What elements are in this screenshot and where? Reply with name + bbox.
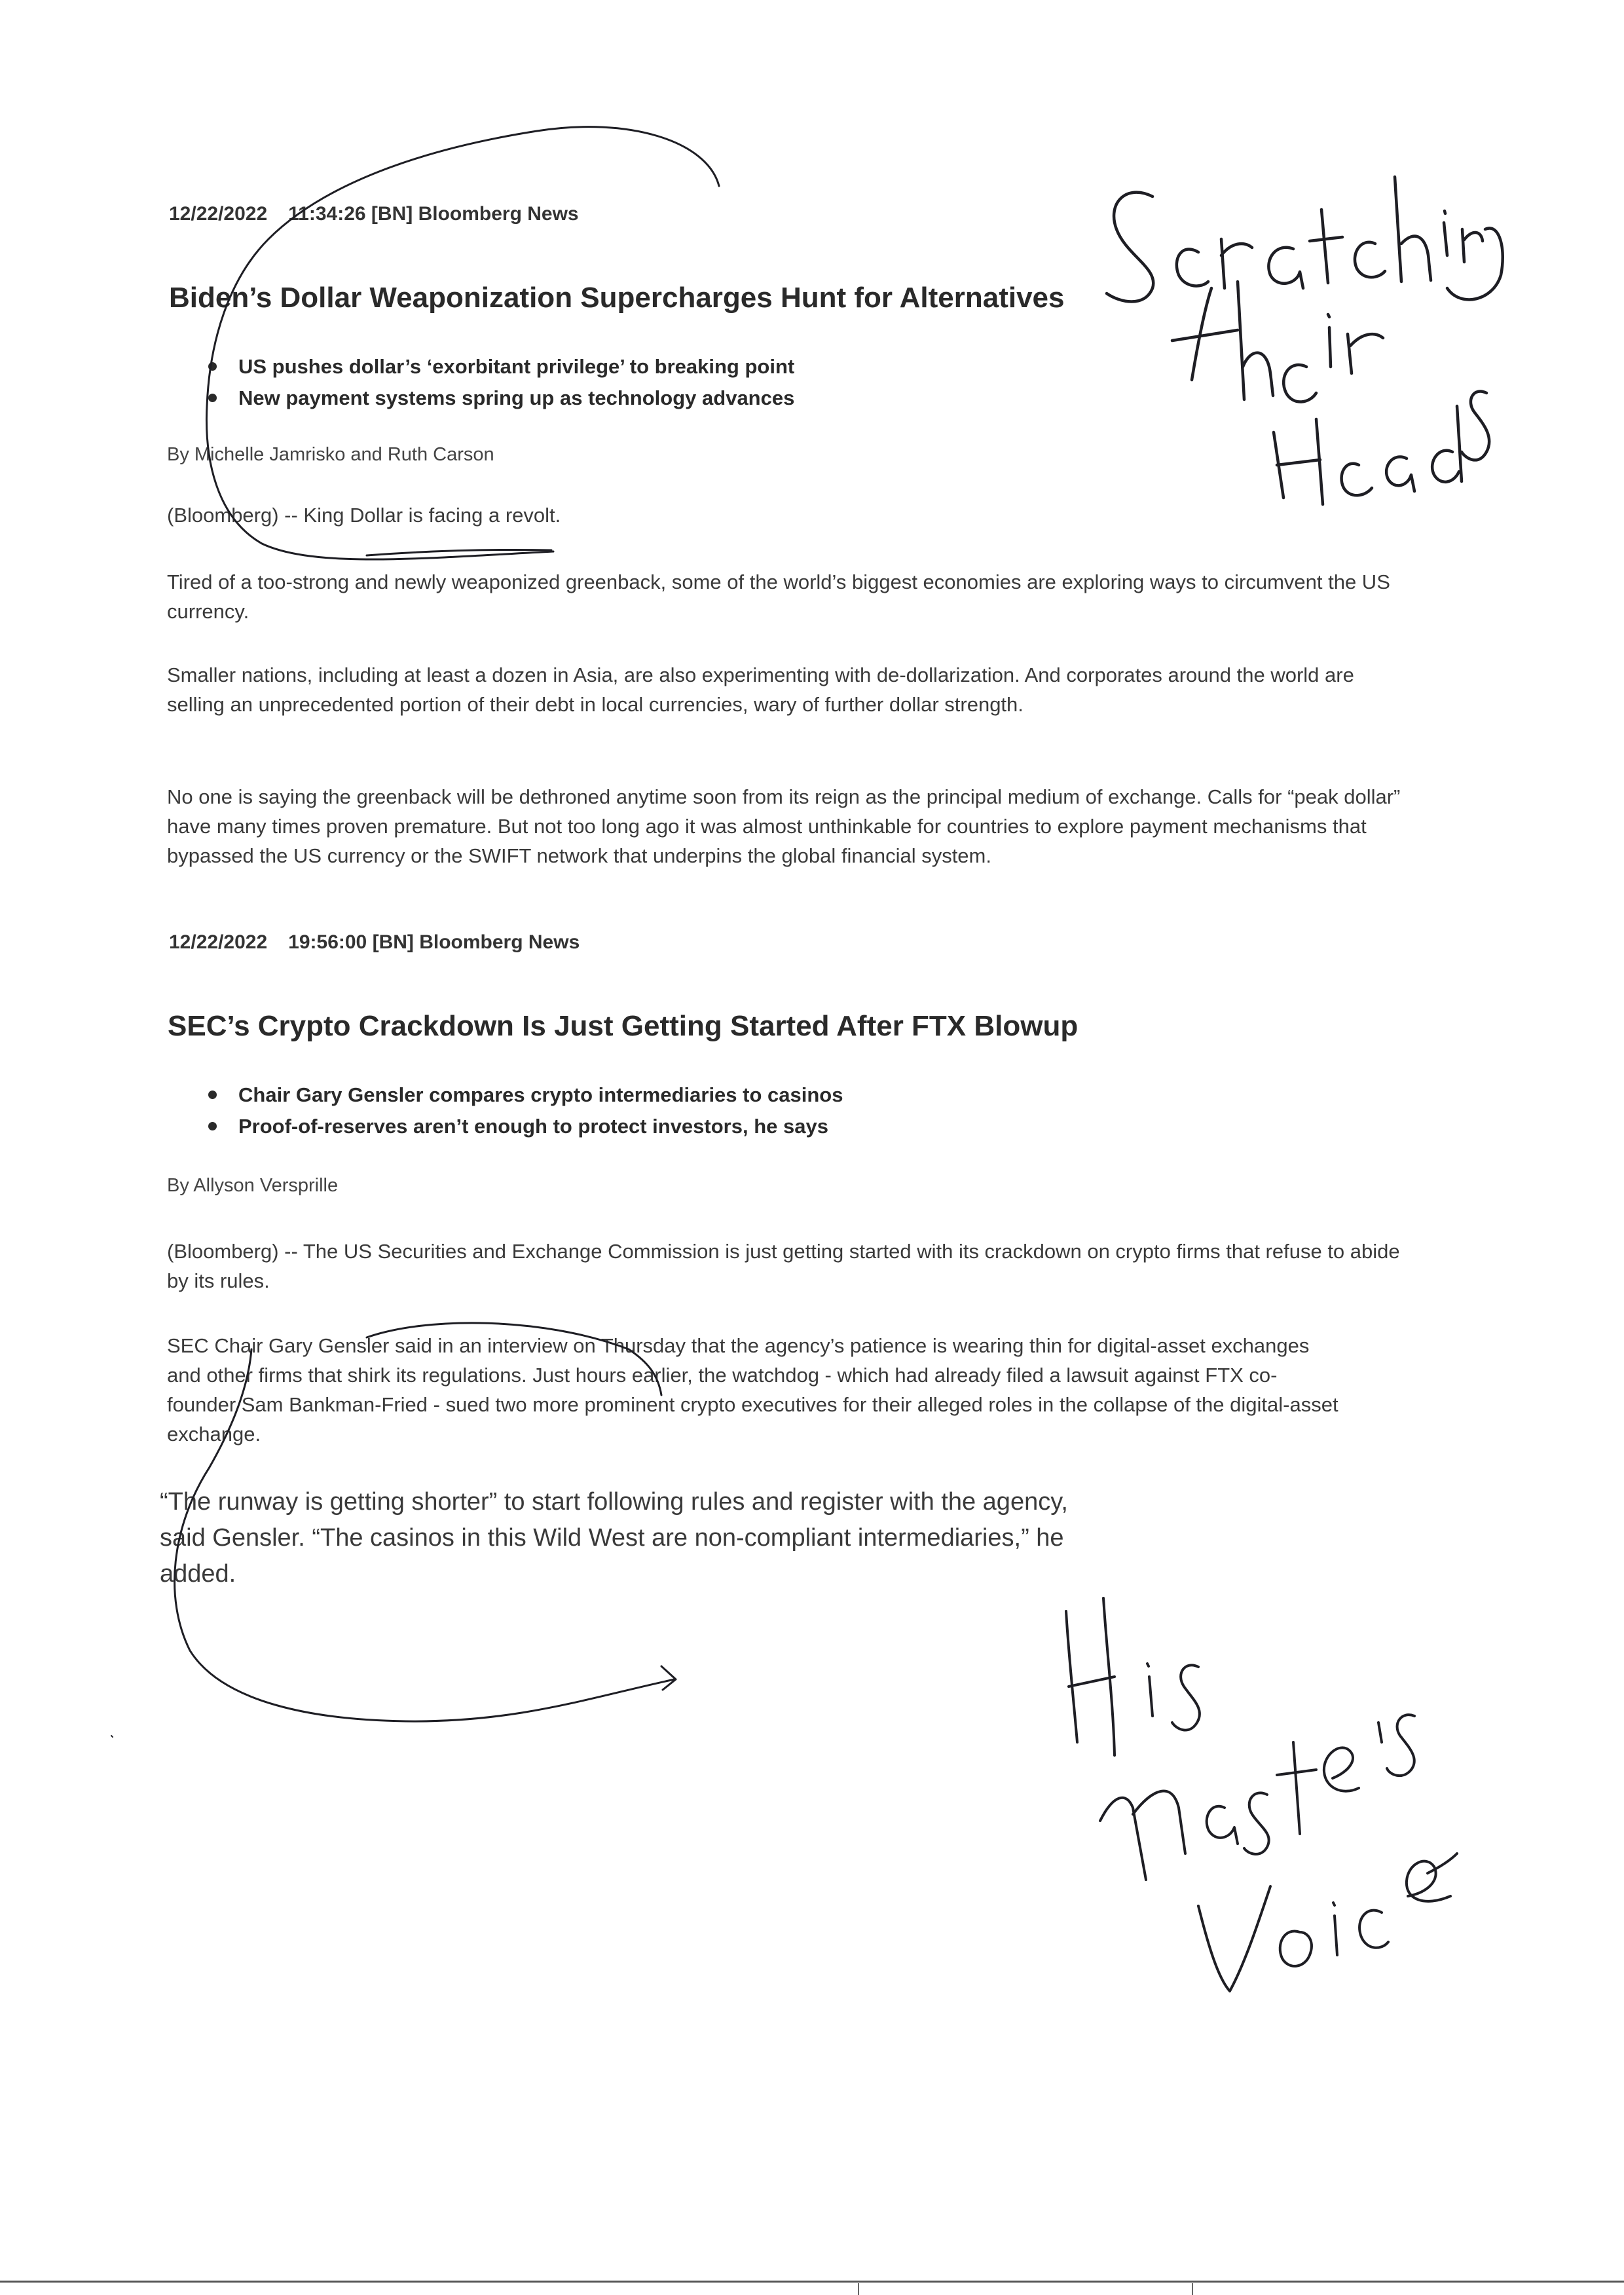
article-1-paragraph: Smaller nations, including at least a dozen in Asia, are also experimenting with de-dollarization. And corporates around the world are selling an unprecedented portion of their debt in local currencies, wary of further dollar strength. [167, 663, 1354, 716]
article-2-headline: SEC’s Crypto Crackdown Is Just Getting Started After FTX Blowup [168, 1010, 1079, 1042]
article-1-dateline [169, 203, 579, 225]
list-item [202, 382, 794, 414]
article-2-byline: By Allyson Versprille [167, 1175, 339, 1196]
bullet-icon [208, 362, 217, 371]
article-2-bullet-list [202, 1079, 843, 1142]
article-1-headline: Biden’s Dollar Weaponization Supercharges Hunt for Alternatives [169, 282, 1065, 314]
article-1-paragraph: (Bloomberg) -- King Dollar is facing a revolt. [167, 504, 561, 527]
article-2-bullet-text: Proof-of-reserves aren’t enough to protect investors, he says [238, 1115, 828, 1138]
list-item [202, 1111, 843, 1142]
article-1-time-source: 11:34:26 [BN] Bloomberg News [288, 203, 579, 225]
article-1-date: 12/22/2022 [169, 203, 268, 225]
ink-stray-dot-icon [111, 1736, 113, 1737]
article-1-byline: By Michelle Jamrisko and Ruth Carson [167, 444, 494, 465]
article-1-bullet-list [202, 351, 794, 414]
article-2-bullet-text: Chair Gary Gensler compares crypto intermediaries to casinos [238, 1083, 843, 1106]
ink-underline-stroke-icon [367, 550, 551, 555]
list-item [202, 351, 794, 382]
article-2-quote: “The runway is getting shorter” to start following rules and register with the agency, said Gensler. “The casinos in this Wild West are non-compliant intermediaries,” he added. [160, 1488, 1068, 1588]
page-bottom-tick [858, 2283, 859, 2295]
article-1-paragraph: Tired of a too-strong and newly weaponized greenback, some of the world’s biggest economies are exploring ways to circumvent the US currency. [167, 570, 1390, 623]
ink-loop-top-icon [206, 127, 719, 559]
handwriting-scratching-their-heads-icon [1107, 177, 1503, 504]
bullet-icon [208, 394, 217, 402]
bullet-icon [208, 1122, 217, 1130]
article-2-paragraph: (Bloomberg) -- The US Securities and Exchange Commission is just getting started with its crackdown on crypto firms that refuse to abide by its rules. [167, 1240, 1400, 1292]
article-1-bullet-text: US pushes dollar’s ‘exorbitant privilege’ to breaking point [238, 355, 795, 378]
page-bottom-tick [1192, 2283, 1193, 2295]
article-1-paragraph: No one is saying the greenback will be dethroned anytime soon from its reign as the principal medium of exchange. Calls for “peak dollar” have many times proven premature. But not too long ago it was almost unthinkable for countries to explore payment mechanisms that bypassed the US currency or the SWIFT network that underpins the global financial system. [167, 785, 1401, 867]
article-2-paragraph: SEC Chair Gary Gensler said in an interview on Thursday that the agency’s patience is wearing thin for digital-asset exchanges and other firms that shirk its regulations. Just hours earlier, the watchdog - which had already filed a lawsuit against FTX co-founder Sam Bankman-Fried - sued two more prominent crypto executives for their alleged roles in the collapse of the digital-asset exchange. [167, 1334, 1338, 1446]
bullet-icon [208, 1091, 217, 1099]
article-1-bullet-text: New payment systems spring up as technology advances [238, 386, 795, 409]
ink-arrow-head-icon [661, 1666, 676, 1690]
article-2-date: 12/22/2022 [169, 931, 268, 953]
article-2-time-source: 19:56:00 [BN] Bloomberg News [288, 931, 580, 953]
list-item [202, 1079, 843, 1111]
handwriting-his-masters-voice-icon [1066, 1598, 1457, 1991]
article-2-dateline [169, 931, 580, 954]
page-bottom-rule [0, 2281, 1624, 2283]
